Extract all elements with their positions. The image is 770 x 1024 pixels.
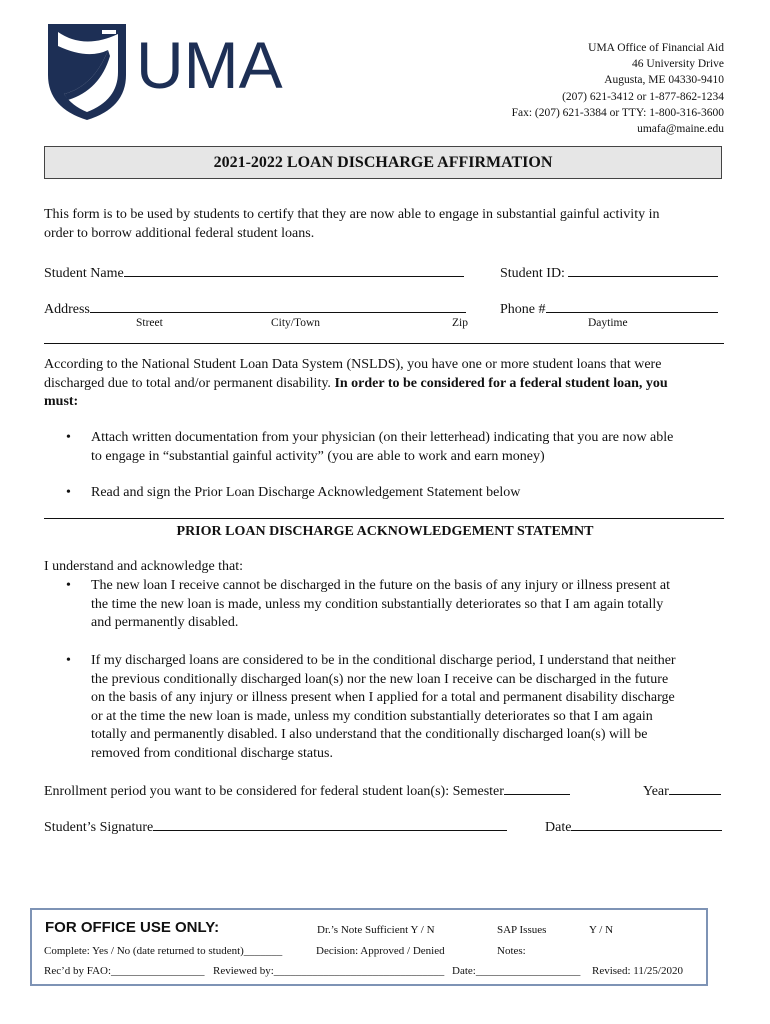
divider [44, 343, 724, 344]
bullet-icon: • [66, 653, 71, 668]
office-address [512, 40, 724, 137]
student-id-line[interactable] [568, 262, 718, 277]
uma-shield-icon [44, 20, 306, 122]
nslds-paragraph [44, 356, 734, 412]
bullet-icon: • [66, 578, 71, 593]
list-item [66, 484, 746, 503]
list-item-line: to engage in “substantial gainful activity” (you are able to work and earn money) [91, 448, 545, 464]
address-line: umafa@maine.edu [637, 123, 724, 136]
year-field[interactable] [643, 780, 721, 800]
list-item [66, 652, 746, 763]
signature-field[interactable] [44, 816, 507, 836]
revised-date: Revised: 11/25/2020 [592, 965, 683, 977]
student-name-label: Student Name [44, 266, 124, 281]
nslds-line [44, 375, 734, 394]
list-item-line: on the basis of any injury or illness present when I applied for a total and permanent disability discharge [91, 690, 675, 705]
nslds-line [44, 393, 734, 412]
semester-label: Semester [452, 784, 504, 799]
intro-line: order to borrow additional federal student loans. [44, 225, 315, 241]
daytime-caption: Daytime [588, 317, 628, 329]
uma-logo [44, 20, 306, 122]
drs-note: Dr.’s Note Sufficient Y / N [317, 924, 435, 936]
recd-field: Rec’d by FAO:_________________ [44, 965, 205, 977]
nslds-regular: discharged due to total and/or permanent disability. [44, 375, 331, 391]
street-caption: Street [136, 317, 163, 329]
enrollment-field [44, 780, 570, 800]
list-item-line: removed from conditional discharge status. [91, 745, 333, 761]
enrollment-label: Enrollment period you want to be considered for federal student loan(s): [44, 784, 450, 799]
phone-line[interactable] [546, 298, 718, 313]
list-item-line: Attach written documentation from your physician (on their letterhead) indicating that you are now able [91, 430, 674, 445]
student-id-label: Student ID: [500, 266, 565, 281]
list-item-line: totally and permanently disabled. I also understand that the conditionally discharged loan(s) will be [91, 727, 648, 742]
sap-label: SAP Issues [497, 924, 547, 936]
zip-caption: Zip [452, 317, 468, 329]
city-caption: City/Town [271, 317, 321, 329]
list-item-line: the previous conditionally discharged loan(s) nor the new loan I receive can be discharged in the future [91, 671, 669, 687]
office-title: FOR OFFICE USE ONLY: [45, 919, 220, 936]
signature-line[interactable] [153, 816, 507, 831]
list-item-line: and permanently disabled. [91, 615, 239, 630]
nslds-bold-end: must: [44, 394, 79, 409]
sap-yn: Y / N [589, 924, 614, 936]
student-name-line[interactable] [124, 262, 464, 277]
logo-text: UMA [136, 28, 283, 102]
date-field[interactable] [545, 816, 722, 836]
list-item-line: The new loan I receive cannot be discharged in the future on the basis of any injury or illness present at [91, 578, 670, 593]
intro-line: This form is to be used by students to certify that they are now able to engage in substantial gainful activity in [44, 207, 660, 222]
bullet-icon: • [66, 430, 71, 445]
list-item-line: the time the new loan is made, unless my condition substantially deteriorates so that I am again totally [91, 596, 664, 612]
address-line: Fax: (207) 621-3384 or TTY: 1-800-316-3600 [511, 106, 724, 119]
list-item-line: If my discharged loans are considered to be in the conditional discharge period, I understand that neither [91, 653, 676, 668]
list-item-line: or at the time the new loan is made, unless my condition substantially deteriorates so that I am again [91, 708, 653, 724]
nslds-bold: In order to be considered for a federal student loan, you [334, 375, 668, 391]
bullet-icon: • [66, 485, 71, 500]
divider [44, 518, 724, 519]
address-line: Augusta, ME 04330-9410 [604, 74, 724, 87]
address-line: UMA Office of Financial Aid [588, 42, 724, 54]
intro-paragraph [44, 206, 734, 243]
reviewed-field: Reviewed by:_______________________________ [213, 965, 445, 977]
semester-line[interactable] [504, 780, 570, 795]
year-line[interactable] [669, 780, 721, 795]
list-item-line: Read and sign the Prior Loan Discharge Acknowledgement Statement below [91, 485, 521, 500]
decision-field: Decision: Approved / Denied [316, 945, 445, 957]
phone-field[interactable] [500, 298, 718, 318]
date-line[interactable] [571, 816, 722, 831]
address-line: (207) 621-3412 or 1-877-862-1234 [562, 90, 724, 103]
address-field[interactable] [44, 298, 466, 318]
ack-title: PRIOR LOAN DISCHARGE ACKNOWLEDGEMENT STATEMNT [176, 524, 594, 539]
nslds-line: According to the National Student Loan Data System (NSLDS), you have one or more student loans that were [44, 357, 662, 372]
address-line-input[interactable] [90, 298, 466, 313]
list-item [66, 429, 746, 466]
phone-label: Phone # [500, 302, 546, 317]
ack-intro: I understand and acknowledge that: [44, 559, 244, 574]
notes-label: Notes: [497, 945, 526, 957]
date-label: Date [545, 820, 572, 835]
form-title: 2021-2022 LOAN DISCHARGE AFFIRMATION [44, 146, 722, 179]
address-line: 46 University Drive [632, 58, 724, 71]
student-name-field[interactable] [44, 262, 464, 282]
address-label: Address [44, 302, 90, 317]
complete-field: Complete: Yes / No (date returned to student)_______ [44, 945, 283, 957]
list-item [66, 577, 746, 633]
signature-label: Student’s Signature [44, 820, 154, 835]
office-date-field: Date:___________________ [452, 965, 581, 977]
student-id-field[interactable] [500, 262, 718, 282]
year-label: Year [643, 784, 669, 799]
